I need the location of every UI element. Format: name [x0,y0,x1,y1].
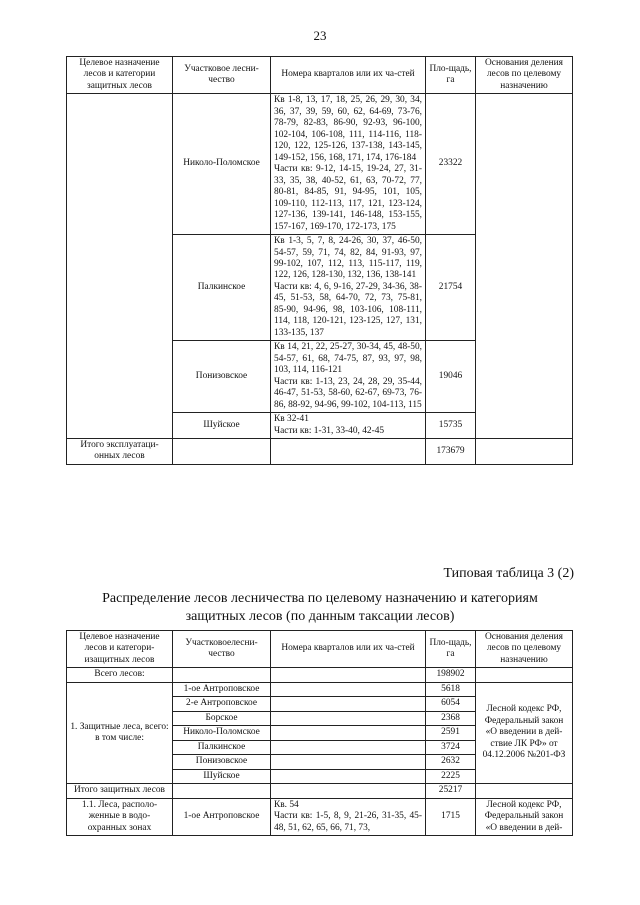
area-cell: 21754 [426,235,476,341]
district-cell: Николо-Поломское [173,94,271,235]
area-cell: 3724 [426,740,476,754]
empty-cell [173,784,271,798]
empty-cell [271,726,426,740]
quarters-cell: Кв 32-41 Части кв: 1-31, 33-40, 42-45 [271,413,426,439]
district-cell: Понизовское [173,341,271,413]
header-cell: Участковое лесни-чество [173,57,271,94]
empty-cell [271,740,426,754]
forest-table-1 [66,56,573,465]
table-caption: Распределение лесов лесничества по целевому назначению и категориям защитных лесов (по данным таксации лесов) [102,591,538,625]
header-cell: Целевое назначение лесов и категори-изащитных лесов [67,631,173,668]
area-cell: 2591 [426,726,476,740]
area-cell: 2632 [426,755,476,769]
empty-cell [271,682,426,696]
empty-cell [271,668,426,682]
empty-cell [271,769,426,783]
district-cell: 2-е Антроповское [173,697,271,711]
empty-cell [271,755,426,769]
district-cell: Палкинское [173,235,271,341]
district-cell: Палкинское [173,740,271,754]
table-header-row [67,57,573,94]
empty-cell [173,668,271,682]
header-cell: Основания деления лесов по целевому назначению [476,57,573,94]
all-label: Всего лесов: [67,668,173,682]
table-row [67,798,573,835]
total-label: Итого защитных лесов [67,784,173,798]
district-cell: Шуйское [173,413,271,439]
basis-cell [476,94,573,439]
header-cell: Основания деления лесов по целевому назначению [476,631,573,668]
header-cell: Участковоелесни-чество [173,631,271,668]
total-row [67,439,573,465]
empty-cell [271,697,426,711]
header-cell: Целевое назначение лесов и категории защитных лесов [67,57,173,94]
district-cell: Шуйское [173,769,271,783]
area-cell: 23322 [426,94,476,235]
district-cell: Понизовское [173,755,271,769]
empty-cell [173,439,271,465]
area-cell: 2225 [426,769,476,783]
district-cell: Николо-Поломское [173,726,271,740]
category-label: 1.1. Леса, располо-женные в водо-охранных зонах [67,798,173,835]
area-cell: 2368 [426,711,476,725]
header-cell: Пло-щадь, га [426,631,476,668]
area-cell: 1715 [426,798,476,835]
header-cell: Пло-щадь, га [426,57,476,94]
header-cell: Номера кварталов или их ча-стей [271,631,426,668]
empty-cell [476,439,573,465]
empty-cell [271,711,426,725]
basis-cell: Лесной кодекс РФ, Федеральный закон «О введении в дей-ствие ЛК РФ» от 04.12.2006 №201-ФЗ [476,682,573,783]
district-cell: 1-ое Антроповское [173,682,271,696]
page-number: 23 [313,28,327,43]
table-row [67,94,573,235]
all-area: 198902 [426,668,476,682]
purpose-cell [67,94,173,439]
all-forests-row [67,668,573,682]
empty-cell [271,439,426,465]
table-row [67,682,573,696]
total-area: 173679 [426,439,476,465]
area-cell: 15735 [426,413,476,439]
total-label: Итого эксплуатаци-онных лесов [67,439,173,465]
area-cell: 5618 [426,682,476,696]
quarters-cell: Кв 1-3, 5, 7, 8, 24-26, 30, 37, 46-50, 54-57, 59, 71, 74, 82, 84, 91-93, 97, 99-102, 107, 112, 113, 115-117, 119, 122, 126, 128-130, 132, 136, 138-141 Части кв: 4, 6, 9-16, 27-29, 34-36, 38-45, 51-53, 58, 64-70, 72, 73, 75-81, 85-90, 94-96, 98, 103-106, 108-111, 114, 118, 120-121, 123-125, 127, 131, 133-135, 137 [271,235,426,341]
total-row [67,784,573,798]
table-header-row [67,631,573,668]
quarters-cell: Кв. 54 Части кв: 1-5, 8, 9, 21-26, 31-35, 45-48, 51, 62, 65, 66, 71, 73, [271,798,426,835]
area-cell: 19046 [426,341,476,413]
table-number: Типовая таблица 3 (2) [443,566,574,581]
total-area: 25217 [426,784,476,798]
basis-cell: Лесной кодекс РФ, Федеральный закон «О введении в дей- [476,798,573,835]
empty-cell [476,668,573,682]
quarters-cell: Кв 14, 21, 22, 25-27, 30-34, 45, 48-50, 54-57, 61, 68, 74-75, 87, 93, 97, 98, 103, 114, 116-121 Части кв: 1-13, 23, 24, 28, 29, 35-44, 46-47, 51-53, 58-60, 62-67, 69-73, 76-86, 88-92, 94-96, 99-102, 104-113, 115 [271,341,426,413]
district-cell: 1-ое Антроповское [173,798,271,835]
district-cell: Борское [173,711,271,725]
empty-cell [271,784,426,798]
quarters-cell: Кв 1-8, 13, 17, 18, 25, 26, 29, 30, 34, 36, 37, 39, 59, 60, 62, 64-69, 73-76, 78-79, 82-83, 86-90, 92-93, 96-100, 102-104, 106-108, 111, 114-116, 118-120, 122, 125-126, 137-138, 143-145, 149-152, 156, 168, 171, 174, 176-184 Части кв: 9-12, 14-15, 19-24, 27, 31-33, 35, 38, 40-52, 61, 63, 70-72, 77, 80-81, 84-85, 91, 94-95, 101, 105, 109-110, 112-113, 117, 121, 123-124, 127-136, 139-141, 146-148, 153-155, 157-167, 169-170, 172-173, 175 [271,94,426,235]
forest-table-2 [66,630,573,836]
header-cell: Номера кварталов или их ча-стей [271,57,426,94]
protective-label: 1. Защитные леса, всего: в том числе: [67,682,173,783]
empty-cell [476,784,573,798]
area-cell: 6054 [426,697,476,711]
